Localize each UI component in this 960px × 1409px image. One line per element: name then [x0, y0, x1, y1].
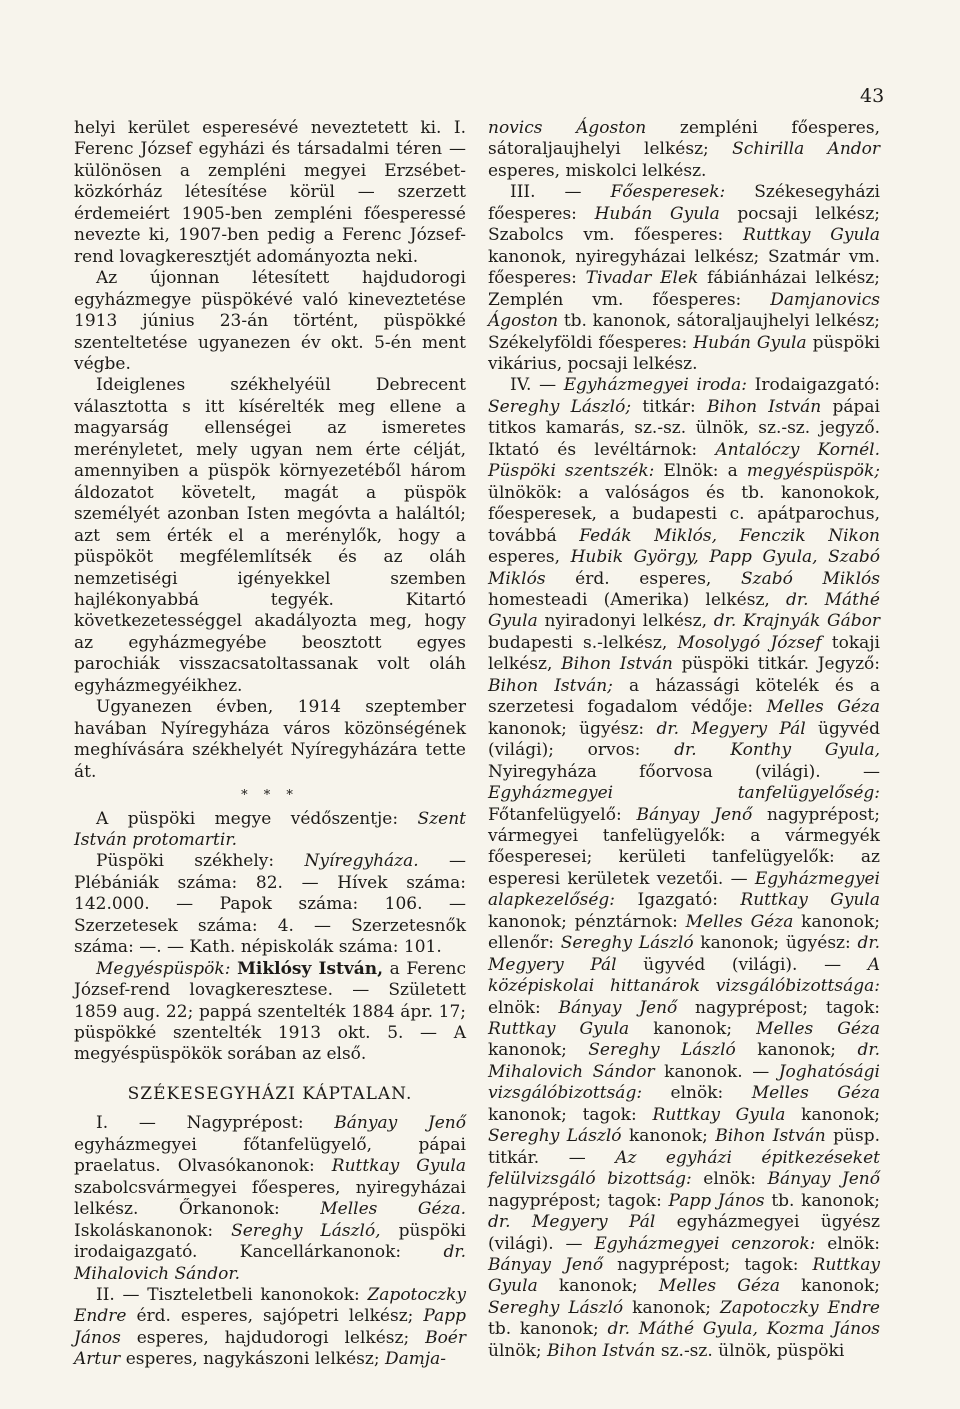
- text-run: elnök:: [815, 1233, 880, 1254]
- text-run: pápai titkos kamarás, sz.-sz. ülnök, sz.-sz. jegyző. Iktató és levéltárnok:: [488, 396, 880, 460]
- text-run: homesteadi (Amerika) lelkész,: [488, 589, 786, 610]
- paragraph: [74, 851, 466, 958]
- text-run: I. — Nagyprépost:: [96, 1113, 335, 1134]
- italic-text: dr. Mihalovich Sándor: [488, 1040, 880, 1082]
- text-run: érd. esperes,: [545, 568, 741, 589]
- italic-text: Bihon István: [561, 654, 673, 675]
- text-run: Székesegyházi főesperes:: [488, 182, 880, 224]
- italic-text: Sereghy László: [560, 933, 694, 954]
- italic-text: Schirilla Andor: [732, 139, 881, 160]
- italic-text: Zapotoczky Endre: [720, 1297, 880, 1318]
- text-run: kanonok; pénztárnok:: [488, 911, 686, 932]
- italic-text: Bihon István;: [488, 675, 613, 696]
- italic-text: Megyéspüspök:: [96, 958, 231, 979]
- italic-text: Sereghy László: [488, 1297, 624, 1318]
- italic-text: dr. Krajnyák Gábor: [713, 611, 880, 632]
- text-run: püspöki vikárius, pocsaji lelkész.: [488, 332, 880, 374]
- text-run: tb. kanonok;: [488, 1319, 608, 1340]
- italic-text: Melles Géza: [658, 1276, 780, 1297]
- italic-text: dr. Máthé Gyula, Kozma János: [607, 1319, 880, 1340]
- text-run: püsp. titkár. —: [488, 1126, 880, 1168]
- text-run: Ideiglenes székhelyéül Debrecent választotta s itt kísérelték meg ellene a magyarság ellenségei az ismeretes merényletet, mely ugyan nem érte célját, amennyiben a püspök környezetéből három áldozatot követelt, magát a püspök személyét azonban Isten megóvta a haláltól; azt sem érték el a merénylők, hogy a püspököt megfélemlítsék és az oláh nemzetiségi igényekkel szemben hajlékonyabbá tegyék. Kitartó következetességgel akadályozta meg, hogy az egyházmegyébe beosztott egyes parochiák visszacsatoltassanak volt oláh egyházmegyéikhez.: [74, 375, 466, 696]
- text-run: fábiánházai lelkész; Zemplén vm. főesperes:: [488, 268, 880, 310]
- italic-text: Damjanovics Ágoston: [488, 289, 880, 332]
- text-run: kanonok; ügyész:: [488, 718, 657, 739]
- italic-text: Püspöki szentszék:: [488, 461, 655, 482]
- italic-text: dr. Megyery Pál: [488, 933, 881, 975]
- italic-text: Melles Géza: [685, 911, 794, 932]
- italic-text: Bányay Jenő: [767, 1169, 880, 1190]
- text-run: Irodaigazgató:: [747, 375, 880, 396]
- text-run: érd. esperes, sajópetri lelkész;: [126, 1306, 424, 1327]
- text-run: egyházmegyei főtanfelügyelő, pápai praelatus. Olvasókanonok:: [74, 1134, 466, 1177]
- text-run: pocsaji lelkész; Szabolcs vm. főesperes:: [488, 203, 880, 246]
- italic-text: Főesperesek:: [610, 182, 726, 203]
- paragraph: [74, 809, 466, 852]
- italic-text: Papp János: [74, 1306, 466, 1348]
- italic-text: Az egyházi épitkezéseket felülvizsgáló bizottság:: [488, 1147, 880, 1190]
- italic-text: Fedák Miklós, Fenczik Nikon: [579, 525, 880, 546]
- text-run: Nyiregyháza főorvosa (világi). —: [488, 761, 880, 782]
- italic-text: dr. Megyery Pál: [488, 1212, 656, 1233]
- text-run: tb. kanonok, sátoraljaujhelyi lelkész; Székelyföldi főesperes:: [488, 311, 880, 353]
- italic-text: Nyíregyháza.: [304, 851, 419, 872]
- text-run: elnök:: [691, 1169, 768, 1190]
- text-run: nyiradonyi lelkész,: [537, 611, 714, 632]
- italic-text: Hubik György, Papp Gyula, Szabó Miklós: [488, 547, 880, 589]
- text-run: kanonok. —: [654, 1061, 779, 1082]
- text-run: elnök:: [488, 997, 559, 1018]
- text-run: elnök:: [642, 1083, 752, 1104]
- paragraph: [74, 1113, 466, 1285]
- text-run: III. —: [510, 182, 611, 203]
- right-column: [488, 118, 880, 1362]
- text-run: szabolcsvármegyei főesperes, nyiregyházai lelkész. Őrkanonok:: [74, 1177, 466, 1220]
- italic-text: dr. Megyery Pál: [656, 718, 806, 739]
- italic-text: Hubán Gyula: [594, 203, 720, 224]
- italic-text: Bányay Jenő: [558, 997, 678, 1018]
- italic-text: Ruttkay Gyula: [740, 890, 881, 911]
- italic-text: Ruttkay Gyula: [488, 1019, 630, 1040]
- italic-text: Bihon István: [706, 396, 822, 417]
- italic-text: Tivadar Elek: [585, 268, 699, 289]
- text-run: kanonok, nyiregyházai lelkész; Szatmár vm. főesperes:: [488, 246, 880, 289]
- paragraph: [74, 268, 466, 375]
- italic-text: Sereghy László: [588, 1040, 736, 1061]
- text-run: ügyvéd (világi); orvos:: [488, 718, 880, 761]
- paragraph: [74, 959, 466, 1066]
- italic-text: Sereghy László;: [488, 396, 632, 417]
- section-divider: * * *: [241, 788, 299, 804]
- text-run: kanonok;: [621, 1126, 716, 1147]
- italic-text: Melles Géza: [766, 697, 880, 718]
- italic-text: Bányay Jenő: [334, 1113, 466, 1134]
- text-run: Igazgató:: [615, 890, 741, 911]
- text-run: püspöki irodaigazgató. Kancellárkanonok:: [74, 1220, 466, 1263]
- text-run: ülnök;: [488, 1340, 548, 1361]
- italic-text: Bihon István: [547, 1340, 656, 1361]
- italic-text: Bányay Jenő: [636, 804, 753, 825]
- italic-text: novics Ágoston: [488, 118, 647, 138]
- text-run: nagyprépost; vármegyei tanfelügyelők: a vármegyék főesperesei; kerületi tanfelügyelők: az esperesi kerületek vezetői. —: [488, 804, 880, 889]
- italic-text: Boér Artur: [74, 1327, 466, 1370]
- paragraph: [488, 182, 880, 375]
- section-heading: SZÉKESEGYHÁZI KÁPTALAN.: [127, 1083, 413, 1104]
- text-run: Püspöki székhely:: [96, 851, 305, 872]
- text-run: zempléni főesperes, sátoraljaujhelyi lelkész;: [488, 118, 880, 160]
- italic-text: Antalóczy Kornél.: [715, 439, 881, 460]
- italic-text: Ruttkay Gyula: [331, 1156, 467, 1177]
- paragraph: [488, 118, 880, 182]
- text-run: kanonok;: [629, 1019, 757, 1040]
- text-run: esperes, hajdudorogi lelkész;: [120, 1327, 426, 1348]
- text-run: tb. kanonok;: [764, 1190, 880, 1211]
- text-run: püspöki titkár. Jegyző:: [672, 654, 880, 675]
- text-run: titkár:: [631, 396, 707, 417]
- text-run: nagyprépost; tagok:: [603, 1255, 813, 1276]
- text-run: kanonok; ügyész:: [693, 933, 858, 954]
- italic-text: Mosolygó József: [677, 632, 822, 653]
- italic-text: Zapotoczky Endre: [74, 1285, 466, 1327]
- page-number: 43: [860, 85, 885, 107]
- italic-text: dr. Mihalovich Sándor.: [74, 1242, 466, 1284]
- text-run: kanonok;: [785, 1104, 880, 1125]
- text-run: kanonok; ellenőr:: [488, 911, 880, 954]
- italic-text: A középiskolai hittanárok vizsgálóbizottsága:: [488, 954, 880, 997]
- italic-text: Joghatósági vizsgálóbizottság:: [488, 1061, 880, 1104]
- italic-text: Egyházmegyei cenzorok:: [594, 1233, 816, 1254]
- italic-text: Bihon István: [715, 1126, 826, 1147]
- paragraph: [74, 1285, 466, 1371]
- italic-text: Ruttkay Gyula: [652, 1104, 786, 1125]
- text-run: kanonok;: [779, 1276, 880, 1297]
- italic-text: Hubán Gyula: [693, 332, 807, 353]
- text-run: — Plébániák száma: 82. — Hívek száma: 142.000. — Papok száma: 106. — Szerzetesek száma: 4. — Szerzetesnők száma: —. — Kath. népiskolák száma: 101.: [74, 851, 466, 958]
- text-run: kanonok;: [537, 1276, 659, 1297]
- italic-text: Melles Géza: [756, 1019, 881, 1040]
- text-run: Ugyanezen évben, 1914 szeptember havában Nyíregyháza város közönségének meghívására székhelyét Nyíregyházára tette át.: [74, 697, 466, 782]
- italic-text: Egyházmegyei alapkezelőség:: [488, 868, 880, 911]
- text-run: Az újonnan létesített hajdudorogi egyházmegye püspökévé való kineveztetése 1913 június 23-án történt, püspökké szenteltetése ugyanezen év okt. 5-én ment végbe.: [74, 268, 466, 374]
- italic-text: Ruttkay Gyula: [743, 225, 880, 246]
- text-run: kanonok;: [488, 1040, 589, 1061]
- italic-text: Sereghy László,: [231, 1220, 381, 1241]
- text-run: esperes, miskolci lelkész.: [488, 160, 707, 181]
- italic-text: Melles Géza: [751, 1083, 880, 1104]
- text-run: kanonok;: [623, 1297, 721, 1318]
- italic-text: Bányay Jenő: [488, 1255, 604, 1276]
- text-run: nagyprépost; tagok:: [677, 997, 880, 1018]
- text-run: ülnökök: a valóságos és tb. kanonokok, főesperesek, a budapesti c. apátparochus, továbbá: [488, 482, 880, 546]
- paragraph: [74, 697, 466, 783]
- text-run: helyi kerület esperesévé neveztetett ki. I. Ferenc József egyházi és társadalmi téren — különösen a zempléni megyei Erzsébet-közkórház létesítése körül — szerzett érdemeiért 1905-ben zempléni főesperessé nevezte ki, 1907-ben pedig a Ferenc József-rend lovagkeresztjét adományozta neki.: [74, 118, 466, 267]
- text-run: a házassági kötelék és a szerzetesi fogadalom védője:: [488, 675, 880, 718]
- text-run: IV. —: [510, 375, 564, 396]
- text-run: Elnök: a: [654, 461, 747, 482]
- italic-text: Sereghy László: [488, 1126, 622, 1147]
- italic-text: Damja-: [384, 1349, 447, 1370]
- left-column: [74, 118, 466, 1371]
- text-run: II. — Tiszteletbeli kanonokok:: [96, 1285, 368, 1306]
- italic-text: Egyházmegyei iroda:: [563, 375, 748, 396]
- text-run: Főtanfelügyelő:: [488, 804, 637, 825]
- italic-text: Melles Géza.: [320, 1199, 466, 1220]
- italic-text: dr. Konthy Gyula,: [674, 740, 880, 761]
- italic-text: Egyházmegyei tanfelügyelőség:: [488, 783, 880, 804]
- paragraph: [488, 375, 880, 1362]
- text-run: nagyprépost; tagok:: [488, 1190, 669, 1211]
- text-run: A püspöki megye védőszentje:: [96, 808, 418, 829]
- text-run: egyházmegyei ügyész (világi). —: [488, 1212, 880, 1254]
- italic-text: megyéspüspök;: [746, 461, 880, 482]
- italic-text: Ruttkay Gyula: [488, 1255, 880, 1297]
- text-run: tokaji lelkész,: [488, 632, 880, 675]
- italic-text: dr. Máthé Gyula: [488, 589, 880, 632]
- text-run: esperes,: [488, 547, 571, 568]
- text-run: a Ferenc József-rend lovagkeresztese. — Született 1859 aug. 22; pappá szentelték 1884 ápr. 17; püspökké szentelték 1913 okt. 5. — A megyéspüspökök sorában az első.: [74, 958, 467, 1065]
- text-run: esperes, nagykászoni lelkész;: [120, 1349, 385, 1370]
- text-run: ügyvéd (világi). —: [616, 954, 868, 975]
- paragraph: [74, 118, 466, 268]
- bold-text: Miklósy István,: [237, 958, 384, 979]
- italic-text: Papp János: [668, 1190, 765, 1211]
- paragraph: [74, 375, 466, 697]
- text-run: Iskoláskanonok:: [74, 1220, 232, 1241]
- text-run: sz.-sz. ülnök, püspöki: [655, 1340, 845, 1361]
- text-run: budapesti s.-lelkész,: [488, 632, 678, 653]
- text-run: kanonok;: [735, 1040, 858, 1061]
- text-run: kanonok; tagok:: [488, 1104, 653, 1125]
- italic-text: Szent István protomartir.: [74, 808, 466, 850]
- italic-text: Szabó Miklós: [740, 568, 880, 589]
